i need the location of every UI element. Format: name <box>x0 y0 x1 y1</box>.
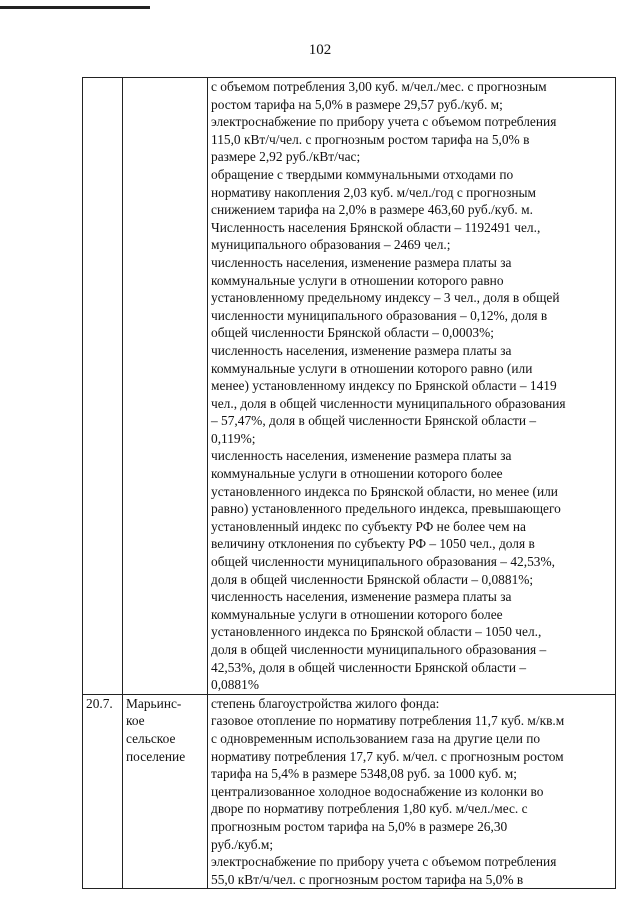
text-line: 55,0 кВт/ч/чел. с прогнозным ростом тарифа на 5,0% в <box>211 871 524 887</box>
text-line: коммунальные услуги в отношении которого более <box>211 606 503 622</box>
text-line: численность населения, изменение размера платы за <box>211 589 512 605</box>
text-line: менее) установленному индексу по Брянской области – 1419 <box>211 378 557 394</box>
text-line: 42,53%, доля в общей численности Брянской области – <box>211 659 527 675</box>
text-line: коммунальные услуги в отношении которого равно <box>211 272 504 288</box>
text-line: размере 2,92 руб./кВт/час; <box>211 149 361 165</box>
text-line: численность населения, изменение размера платы за <box>211 254 512 270</box>
description-cell <box>208 694 616 889</box>
text-line: ростом тарифа на 5,0% в размере 29,57 руб./куб. м; <box>211 96 503 112</box>
settlement-name-line: поселение <box>126 748 186 764</box>
text-line: установленного индекса по Брянской области, но менее (или <box>211 483 558 499</box>
settlement-name-line: кое <box>126 713 145 729</box>
document-table <box>82 77 616 889</box>
text-line: снижением тарифа на 2,0% в размере 463,60 руб./куб. м. <box>211 202 533 218</box>
text-line: дворе по нормативу потребления 1,80 куб. м/чел./мес. с <box>211 801 528 817</box>
text-line: величину отклонения по субъекту РФ – 1050 чел., доля в <box>211 536 535 552</box>
text-line: общей численности Брянской области – 0,0003%; <box>211 325 494 341</box>
text-line: коммунальные услуги в отношении которого более <box>211 466 503 482</box>
text-line: равно) установленного предельного индекса, превышающего <box>211 501 561 517</box>
text-line: с одновременным использованием газа на другие цели по <box>211 730 541 746</box>
text-line: 0,119%; <box>211 430 256 446</box>
text-line: прогнозным ростом тарифа на 5,0% в размере 26,30 <box>211 818 508 834</box>
text-line: электроснабжение по прибору учета с объемом потребления <box>211 114 557 130</box>
text-line: тарифа на 5,4% в размере 5348,08 руб. за 1000 куб. м; <box>211 766 517 782</box>
settlement-name-line: сельское <box>126 730 176 746</box>
text-line: доля в общей численности муниципального образования – <box>211 642 547 657</box>
text-line: Численность населения Брянской области – 1192491 чел., <box>211 219 541 235</box>
text-line: численности муниципального образования – 0,12%, доля в <box>211 307 548 323</box>
text-line: – 57,47%, доля в общей численности Брянской области – <box>211 413 537 429</box>
text-line: коммунальные услуги в отношении которого равно (или <box>211 360 533 376</box>
text-line: чел., доля в общей численности муниципального образования <box>211 395 566 411</box>
text-line: общей численности муниципального образования – 42,53%, <box>211 554 555 570</box>
settlement-name-line: Марьинс- <box>126 695 182 711</box>
row-number-cell: 20.7. <box>83 694 123 889</box>
text-line: нормативу потребления 17,7 куб. м/чел. с прогнозным ростом <box>211 748 564 764</box>
row-number-cell <box>83 78 123 695</box>
text-line: установленному предельному индексу – 3 чел., доля в общей <box>211 290 560 306</box>
settlement-cell <box>123 694 208 889</box>
table-row <box>83 78 616 695</box>
text-line: установленного индекса по Брянской области – 1050 чел., <box>211 624 542 640</box>
text-line: численность населения, изменение размера платы за <box>211 342 512 358</box>
settlement-cell <box>123 78 208 695</box>
header-rule <box>0 6 150 9</box>
text-line: 0,0881% <box>211 677 259 693</box>
text-line: степень благоустройства жилого фонда: <box>211 695 440 711</box>
text-line: муниципального образования – 2469 чел.; <box>211 237 451 253</box>
text-line: централизованное холодное водоснабжение из колонки во <box>211 783 544 799</box>
text-line: 115,0 кВт/ч/чел. с прогнозным ростом тарифа на 5,0% в <box>211 131 530 147</box>
text-line: доля в общей численности Брянской области – 0,0881%; <box>211 571 534 587</box>
text-line: установленный индекс по субъекту РФ не более чем на <box>211 518 526 534</box>
text-line: электроснабжение по прибору учета с объемом потребления <box>211 854 557 870</box>
page-number: 102 <box>308 42 332 58</box>
text-line: газовое отопление по нормативу потребления 11,7 куб. м/кв.м <box>211 713 565 729</box>
text-line: численность населения, изменение размера платы за <box>211 448 512 464</box>
text-line: с объемом потребления 3,00 куб. м/чел./мес. с прогнозным <box>211 79 547 94</box>
table-row <box>83 694 616 889</box>
text-line: нормативу накопления 2,03 куб. м/чел./год с прогнозным <box>211 184 537 200</box>
text-line: руб./куб.м; <box>211 836 274 852</box>
text-line: обращение с твердыми коммунальными отходами по <box>211 166 514 182</box>
description-cell <box>208 78 616 695</box>
